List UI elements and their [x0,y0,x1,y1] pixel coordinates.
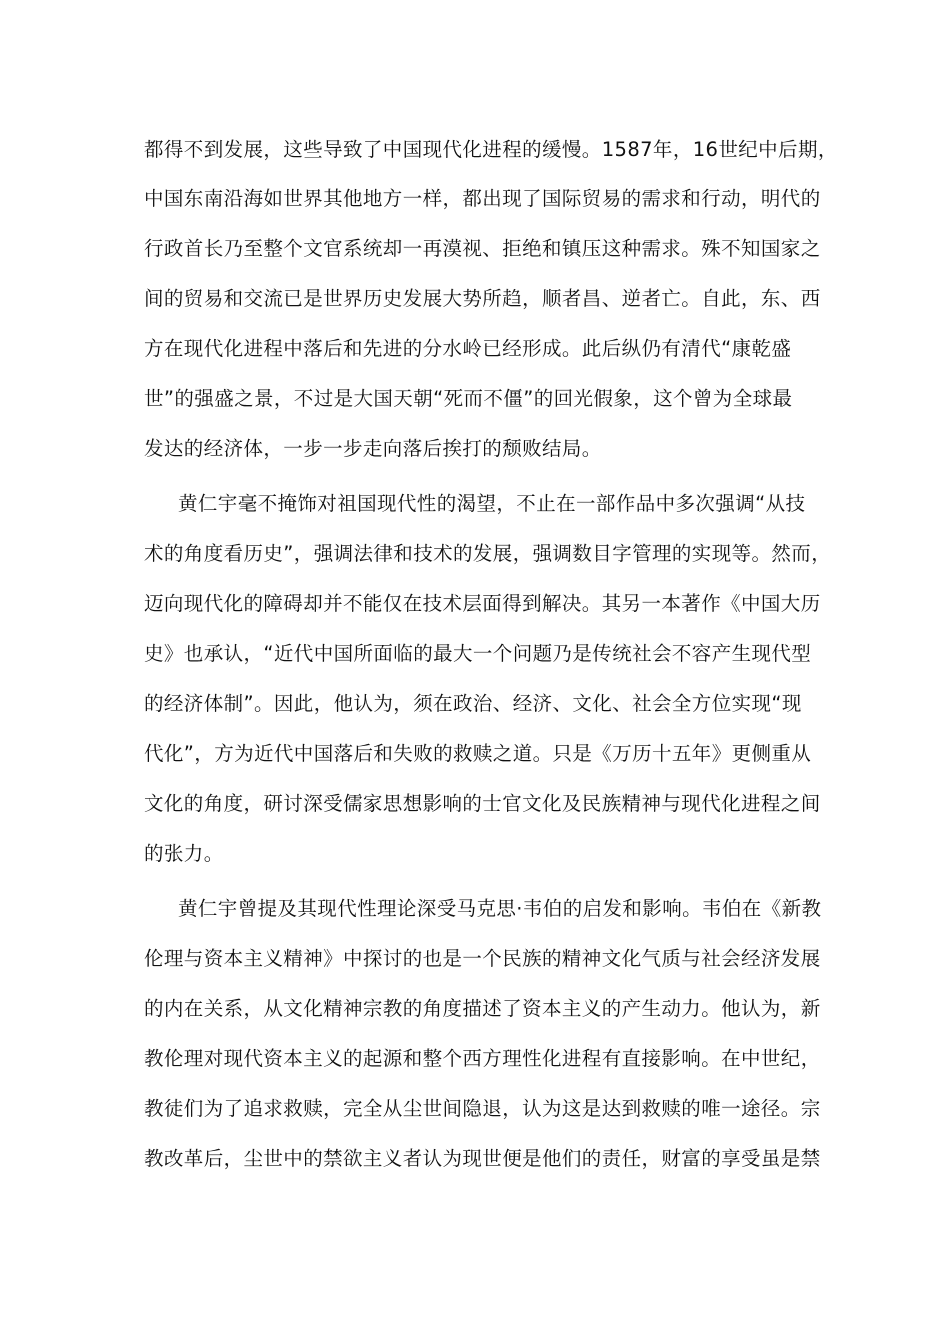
text-line: 术的角度看历史”，强调法律和技术的发展，强调数目字管理的实现等。然而， [144,542,832,565]
text-line: 中国东南沿海如世界其他地方一样，都出现了国际贸易的需求和行动，明代的 [144,187,821,210]
text-line: 的张力。 [144,842,224,865]
text-line: 迈向现代化的障碍却并不能仅在技术层面得到解决。其另一本著作《中国大历 [144,592,821,615]
text-line: 教改革后，尘世中的禁欲主义者认为现世便是他们的责任，财富的享受虽是禁 [144,1147,821,1170]
text-line: 间的贸易和交流已是世界历史发展大势所趋，顺者昌、逆者亡。自此，东、西 [144,287,821,310]
text-line: 的经济体制”。因此，他认为，须在政治、经济、文化、社会全方位实现“现 [144,692,802,715]
text-line: 教伦理对现代资本主义的起源和整个西方理性化进程有直接影响。在中世纪， [144,1047,821,1070]
text-line: 行政首长乃至整个文官系统却一再漠视、拒绝和镇压这种需求。殊不知国家之 [144,237,821,260]
text-line: 方在现代化进程中落后和先进的分水岭已经形成。此后纵仍有清代“康乾盛 [144,337,792,360]
text-line: 代化”，方为近代中国落后和失败的救赎之道。只是《万历十五年》更侧重从 [144,742,812,765]
text-line: 文化的角度，研讨深受儒家思想影响的士官文化及民族精神与现代化进程之间 [144,792,821,815]
text-line: 黄仁宇毫不掩饰对祖国现代性的渴望，不止在一部作品中多次强调“从技 [178,492,806,515]
text-line: 史》也承认，“近代中国所面临的最大一个问题乃是传统社会不容产生现代型 [144,642,812,665]
text-line: 发达的经济体，一步一步走向落后挨打的颓败结局。 [144,437,602,460]
text-line: 伦理与资本主义精神》中探讨的也是一个民族的精神文化气质与社会经济发展 [144,947,821,970]
text-line: 世”的强盛之景，不过是大国天朝“死而不僵”的回光假象，这个曾为全球最 [144,387,793,410]
text-line: 教徒们为了追求救赎，完全从尘世间隐退，认为这是达到救赎的唯一途径。宗 [144,1097,821,1120]
text-line: 黄仁宇曾提及其现代性理论深受马克思·韦伯的启发和影响。韦伯在《新教 [178,897,822,920]
text-line: 都得不到发展，这些导致了中国现代化进程的缓慢。1587年，16世纪中后期， [144,138,838,161]
text-line: 的内在关系，从文化精神宗教的角度描述了资本主义的产生动力。他认为，新 [144,997,821,1020]
